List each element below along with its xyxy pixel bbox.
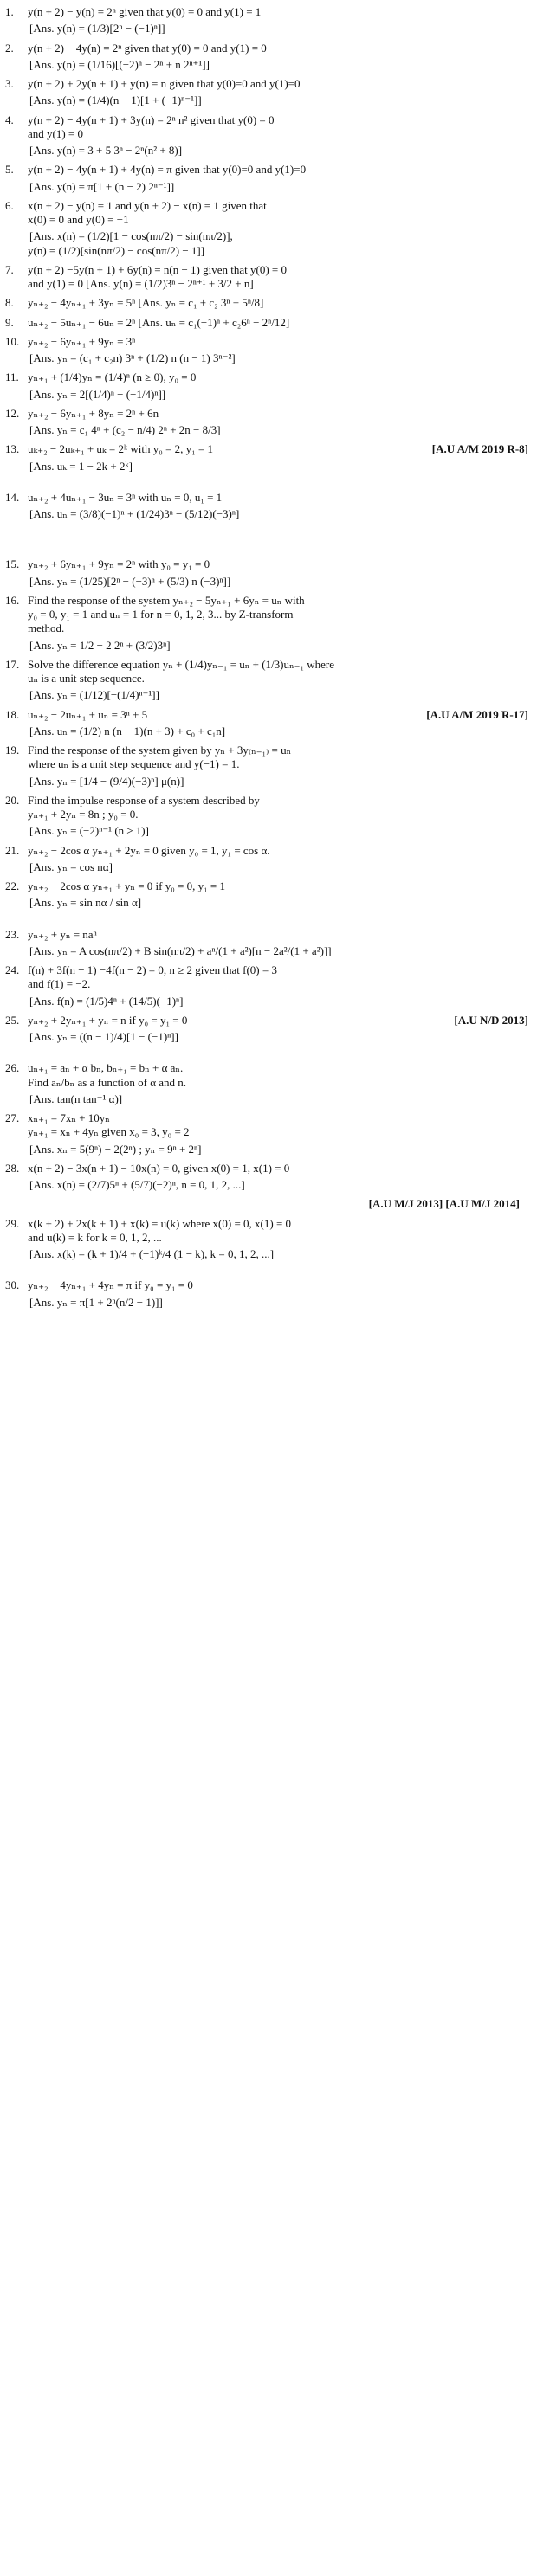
problem-text-line: y(n + 2) − 4y(n + 1) + 3y(n) = 2ⁿ n² given that y(0) = 0 [28,113,275,126]
problem-text-line: uₙ₊₂ + 4uₙ₊₁ − 3uₙ = 3ⁿ with uₙ = 0, u₁ = 1 [28,490,223,504]
problem-item [5,5,528,36]
exam-reference: [A.U A/M 2019 R-17] [426,707,528,721]
problem-number: 29. [5,1216,20,1230]
problem-content [28,263,528,292]
problem-number: 4. [5,113,14,126]
answer-line: [Ans. x(k) = (k + 1)/4 + (−1)ᵏ/4 (1 − k), k = 0, 1, 2, ...] [29,1247,275,1260]
problem-text-line: method. [28,621,65,635]
answer-line: [Ans. x(n) = (2/7)5ⁿ + (5/7)(−2)ⁿ, n = 0, 1, 2, ...] [29,1178,245,1191]
problem-item [5,1162,528,1193]
problem-number: 14. [5,490,20,504]
answer-line: [Ans. y(n) = 3 + 5 3ⁿ − 2ⁿ(n² + 8)] [29,144,183,157]
problem-text-line: y(n + 2) − y(n) = 2ⁿ given that y(0) = 0 and y(1) = 1 [28,5,262,18]
answer-line: [Ans. yₙ = c₁ 4ⁿ + (c₂ − n/4) 2ⁿ + 2n − 8/3] [29,423,221,436]
problem-content [28,963,528,1008]
problem-text-line: uₖ₊₂ − 2uₖ₊₁ + uₖ = 2ᵏ with y₀ = 2, y₁ = 1 [28,442,213,456]
answer-line: [Ans. yₙ = [1/4 − (9/4)(−3)ⁿ] μ(n)] [29,774,184,788]
problem-item [5,491,528,522]
answer-line: [Ans. yₙ = 1/2 − 2 2ⁿ + (3/2)3ⁿ] [29,638,171,652]
problem-item [5,1278,528,1310]
problem-text-line: yₙ₊₂ + 6yₙ₊₁ + 9yₙ = 2ⁿ with y₀ = y₁ = 0 [28,557,210,571]
problem-number: 30. [5,1278,20,1292]
problem-item [5,263,528,292]
problem-content [28,744,528,789]
problem-text-line: yₙ₊₁ + (1/4)yₙ = (1/4)ⁿ (n ≥ 0), y₀ = 0 [28,370,197,384]
problem-number: 6. [5,198,14,212]
problem-text-line: yₙ₊₂ + 2yₙ₊₁ + yₙ = n if y₀ = y₁ = 0 [28,1013,188,1027]
problem-item [5,42,528,73]
answer-line: [Ans. xₙ = 5(9ⁿ) − 2(2ⁿ) ; yₙ = 9ⁿ + 2ⁿ] [29,1142,202,1156]
problem-text-line: uₙ₊₁ = aₙ + α bₙ, bₙ₊₁ = bₙ + α aₙ. [28,1061,184,1075]
problem-text-line: x(0) = 0 and y(0) = −1 [28,213,129,226]
problem-item [5,316,528,330]
problem-number: 15. [5,557,20,571]
problem-content [28,163,528,194]
problem-text-line: x(n + 2) − 3x(n + 1) − 10x(n) = 0, given x(0) = 1, x(1) = 0 [28,1161,290,1175]
problem-text-line: y(n + 2) + 2y(n + 1) + y(n) = n given that y(0)=0 and y(1)=0 [28,77,301,90]
problem-content [28,370,528,402]
problem-item [5,1217,528,1262]
answer-line: [Ans. uₙ = (3/8)(−1)ⁿ + (1/24)3ⁿ − (5/12)(−3)ⁿ] [29,507,240,520]
problem-content [28,1111,528,1156]
problem-number: 8. [5,296,14,310]
problem-number: 18. [5,707,20,721]
problem-item [5,1014,528,1045]
answer-line: [Ans. yₙ = (−2)ⁿ⁻¹ (n ≥ 1)] [29,824,149,838]
problem-text-line: Solve the difference equation yₙ + (1/4)yₙ₋₁ = uₙ + (1/3)uₙ₋₁ where [28,657,335,671]
problem-text-line: and y(1) = 0 [28,126,84,140]
problem-text-line: uₙ is a unit step sequence. [28,672,145,685]
problem-text-line: y(n + 2) − 4y(n) = 2ⁿ given that y(0) = 0 and y(1) = 0 [28,41,267,55]
answer-line: [Ans. y(n) = π[1 + (n − 2) 2ⁿ⁻¹]] [29,179,175,193]
problem-text-line: yₙ₊₂ − 6yₙ₊₁ + 9yₙ = 3ⁿ [28,334,136,348]
answer-line: [Ans. yₙ = ((n − 1)/4)[1 − (−1)ⁿ]] [29,1030,178,1043]
problem-item [5,928,528,959]
problem-text-line: yₙ₊₂ − 6yₙ₊₁ + 8yₙ = 2ⁿ + 6n [28,406,159,420]
vertical-gap [5,526,528,557]
problem-content [28,296,528,310]
problem-content [28,594,528,653]
problem-number: 9. [5,315,14,329]
problem-number: 22. [5,879,20,892]
answer-line: [Ans. tan(n tan⁻¹ α)] [29,1092,123,1105]
problem-content [28,42,528,73]
problem-text-line: and f(1) = −2. [28,977,91,991]
answer-line: [Ans. yₙ = (1/25)[2ⁿ − (−3)ⁿ + (5/3) n (−3)ⁿ]] [29,574,231,588]
problem-text-line: yₙ₊₂ + yₙ = naⁿ [28,927,97,941]
answer-line: [Ans. yₙ = A cos(nπ/2) + B sin(nπ/2) + aⁿ/(1 + a²)[n − 2a²/(1 + a²)]] [29,943,332,957]
vertical-gap [5,479,528,491]
problem-content [28,794,528,839]
problem-content [28,77,528,108]
problem-number: 19. [5,744,20,757]
problem-content [28,5,528,36]
problem-item [5,296,528,310]
problem-number: 23. [5,927,20,941]
problem-item [5,879,528,911]
problem-number: 12. [5,406,20,420]
problem-text-line: yₙ₊₂ − 4yₙ₊₁ + 4yₙ = π if y₀ = y₁ = 0 [28,1278,193,1292]
answer-line: [Ans. f(n) = (1/5)4ⁿ + (14/5)(−1)ⁿ] [29,994,184,1008]
problem-content [28,113,528,158]
problem-item [5,658,528,703]
problem-number: 7. [5,262,14,276]
problem-item [5,407,528,438]
problem-item [5,370,528,402]
problem-item [5,442,528,473]
problem-item [5,199,528,258]
problem-text-line: yₙ₊₂ − 4yₙ₊₁ + 3yₙ = 5ⁿ [Ans. yₙ = c₁ + c₂ 3ⁿ + 5ⁿ/8] [28,296,264,310]
answer-line: [Ans. yₙ = 2[(1/4)ⁿ − (−1/4)ⁿ]] [29,387,166,401]
problem-number: 17. [5,657,20,671]
problem-item [5,594,528,653]
problem-list [5,5,528,1310]
problem-content [28,407,528,438]
problem-text-line: Find the response of the system yₙ₊₂ − 5yₙ₊₁ + 6yₙ = uₙ with [28,593,305,607]
problem-text-line: yₙ₊₁ = xₙ + 4yₙ given x₀ = 3, y₀ = 2 [28,1125,190,1139]
problem-text-line: Find the response of the system given by yₙ + 3y₍ₙ₋₁₎ = uₙ [28,744,292,757]
problem-number: 3. [5,77,14,90]
answer-line: [Ans. yₙ = sin nα / sin α] [29,896,142,910]
problem-item [5,963,528,1008]
problem-text-line: y₀ = 0, y₁ = 1 and uₙ = 1 for n = 0, 1, 2, 3... by Z-transform [28,608,294,621]
problem-text-line: y(n + 2) − 4y(n + 1) + 4y(n) = π given that y(0)=0 and y(1)=0 [28,163,307,177]
problem-text-line: Find the impulse response of a system described by [28,793,260,807]
answer-line: [Ans. yₙ = (c₁ + c₂n) 3ⁿ + (1/2) n (n − 1) 3ⁿ⁻²] [29,351,236,364]
problem-text-line: uₙ₊₂ − 2uₙ₊₁ + uₙ = 3ⁿ + 5 [28,707,148,721]
vertical-gap [5,1266,528,1278]
answer-line: [Ans. y(n) = (1/16)[(−2)ⁿ − 2ⁿ + n 2ⁿ⁺¹]] [29,57,210,71]
problem-content [28,928,528,959]
problem-text-line: uₙ₊₂ − 5uₙ₊₁ − 6uₙ = 2ⁿ [Ans. uₙ = c₁(−1)ⁿ + c₂6ⁿ − 2ⁿ/12] [28,315,290,329]
problem-content [28,199,528,258]
problem-text-line: yₙ₊₂ − 2cos α yₙ₊₁ + 2yₙ = 0 given y₀ = 1, y₁ = cos α. [28,843,270,857]
exam-reference: [A.U A/M 2019 R-8] [431,442,528,456]
problem-item [5,844,528,875]
problem-number: 20. [5,793,20,807]
problem-text-line: where uₙ is a unit step sequence and y(−1) = 1. [28,757,240,771]
problem-content [28,335,528,366]
problem-item [5,1111,528,1156]
problem-content [28,1061,528,1106]
problem-item [5,794,528,839]
answer-line: [Ans. yₙ = π[1 + 2ⁿ(n/2 − 1)]] [29,1295,163,1309]
problem-number: 10. [5,334,20,348]
problem-item [5,557,528,589]
problem-item [5,163,528,194]
problem-text-line: and u(k) = k for k = 0, 1, 2, ... [28,1230,162,1244]
problem-content [28,491,528,522]
answer-line: [Ans. uₖ = 1 − 2k + 2ᵏ] [29,459,133,473]
answer-line: [Ans. yₙ = cos nα] [29,860,113,873]
exam-reference: [A.U M/J 2013] [A.U M/J 2014] [368,1197,520,1211]
problem-item [5,744,528,789]
problem-number: 21. [5,843,20,857]
problem-content [28,879,528,911]
answer-line: [Ans. uₙ = (1/2) n (n − 1)(n + 3) + c₀ + c₁n] [29,724,226,737]
problem-item [5,335,528,366]
problem-text-line: yₙ₊₂ − 2cos α yₙ₊₁ + yₙ = 0 if y₀ = 0, y₁ = 1 [28,879,225,892]
problem-content [28,708,528,739]
problem-text-line: x(n + 2) − y(n) = 1 and y(n + 2) − x(n) = 1 given that [28,198,267,212]
problem-text-line: and y(1) = 0 [Ans. y(n) = (1/2)3ⁿ − 2ⁿ⁺¹ + 3/2 + n] [28,277,254,290]
exam-reference: [A.U N/D 2013] [454,1013,528,1027]
vertical-gap [5,916,528,928]
problem-number: 26. [5,1061,20,1075]
problem-text-line: yₙ₊₁ + 2yₙ = 8n ; y₀ = 0. [28,808,139,821]
problem-item [5,708,528,739]
problem-number: 2. [5,41,14,55]
problem-item [5,1061,528,1106]
problem-number: 24. [5,963,20,976]
problem-text-line: f(n) + 3f(n − 1) −4f(n − 2) = 0, n ≥ 2 given that f(0) = 3 [28,963,277,976]
problem-number: 27. [5,1111,20,1124]
vertical-gap [5,1049,528,1061]
problem-content [28,1278,528,1310]
problem-number: 13. [5,442,20,456]
answer-line: [Ans. yₙ = (1/12)[−(1/4)ⁿ⁻¹]] [29,688,159,702]
problem-number: 11. [5,370,19,384]
problem-content [28,316,528,330]
answer-line: [Ans. x(n) = (1/2)[1 − cos(nπ/2) − sin(nπ/2)], [29,229,233,243]
problem-text-line: xₙ₊₁ = 7xₙ + 10yₙ [28,1111,110,1124]
problem-content [28,1014,528,1045]
problem-number: 5. [5,163,14,177]
problem-content [28,557,528,589]
problem-item [5,77,528,108]
problem-number: 25. [5,1013,20,1027]
problem-text-line: Find aₙ/bₙ as a function of α and n. [28,1075,187,1089]
problem-content [28,658,528,703]
problem-text-line: y(n) = (1/2)[sin(nπ/2) − cos(nπ/2) − 1]] [28,243,205,257]
problem-content [28,844,528,875]
problem-item [5,113,528,158]
problem-number: 16. [5,593,20,607]
problem-text-line: y(n + 2) −5y(n + 1) + 6y(n) = n(n − 1) given that y(0) = 0 [28,262,287,276]
problem-text-line: x(k + 2) + 2x(k + 1) + x(k) = u(k) where x(0) = 0, x(1) = 0 [28,1216,292,1230]
problem-number: 28. [5,1161,20,1175]
problem-content [28,442,528,473]
answer-line: [Ans. y(n) = (1/3)[2ⁿ − (−1)ⁿ]] [29,22,165,35]
problem-number: 1. [5,5,14,18]
problem-content [28,1217,528,1262]
problem-content [28,1162,528,1193]
answer-line: [Ans. y(n) = (1/4)(n − 1)[1 + (−1)ⁿ⁻¹]] [29,93,202,107]
